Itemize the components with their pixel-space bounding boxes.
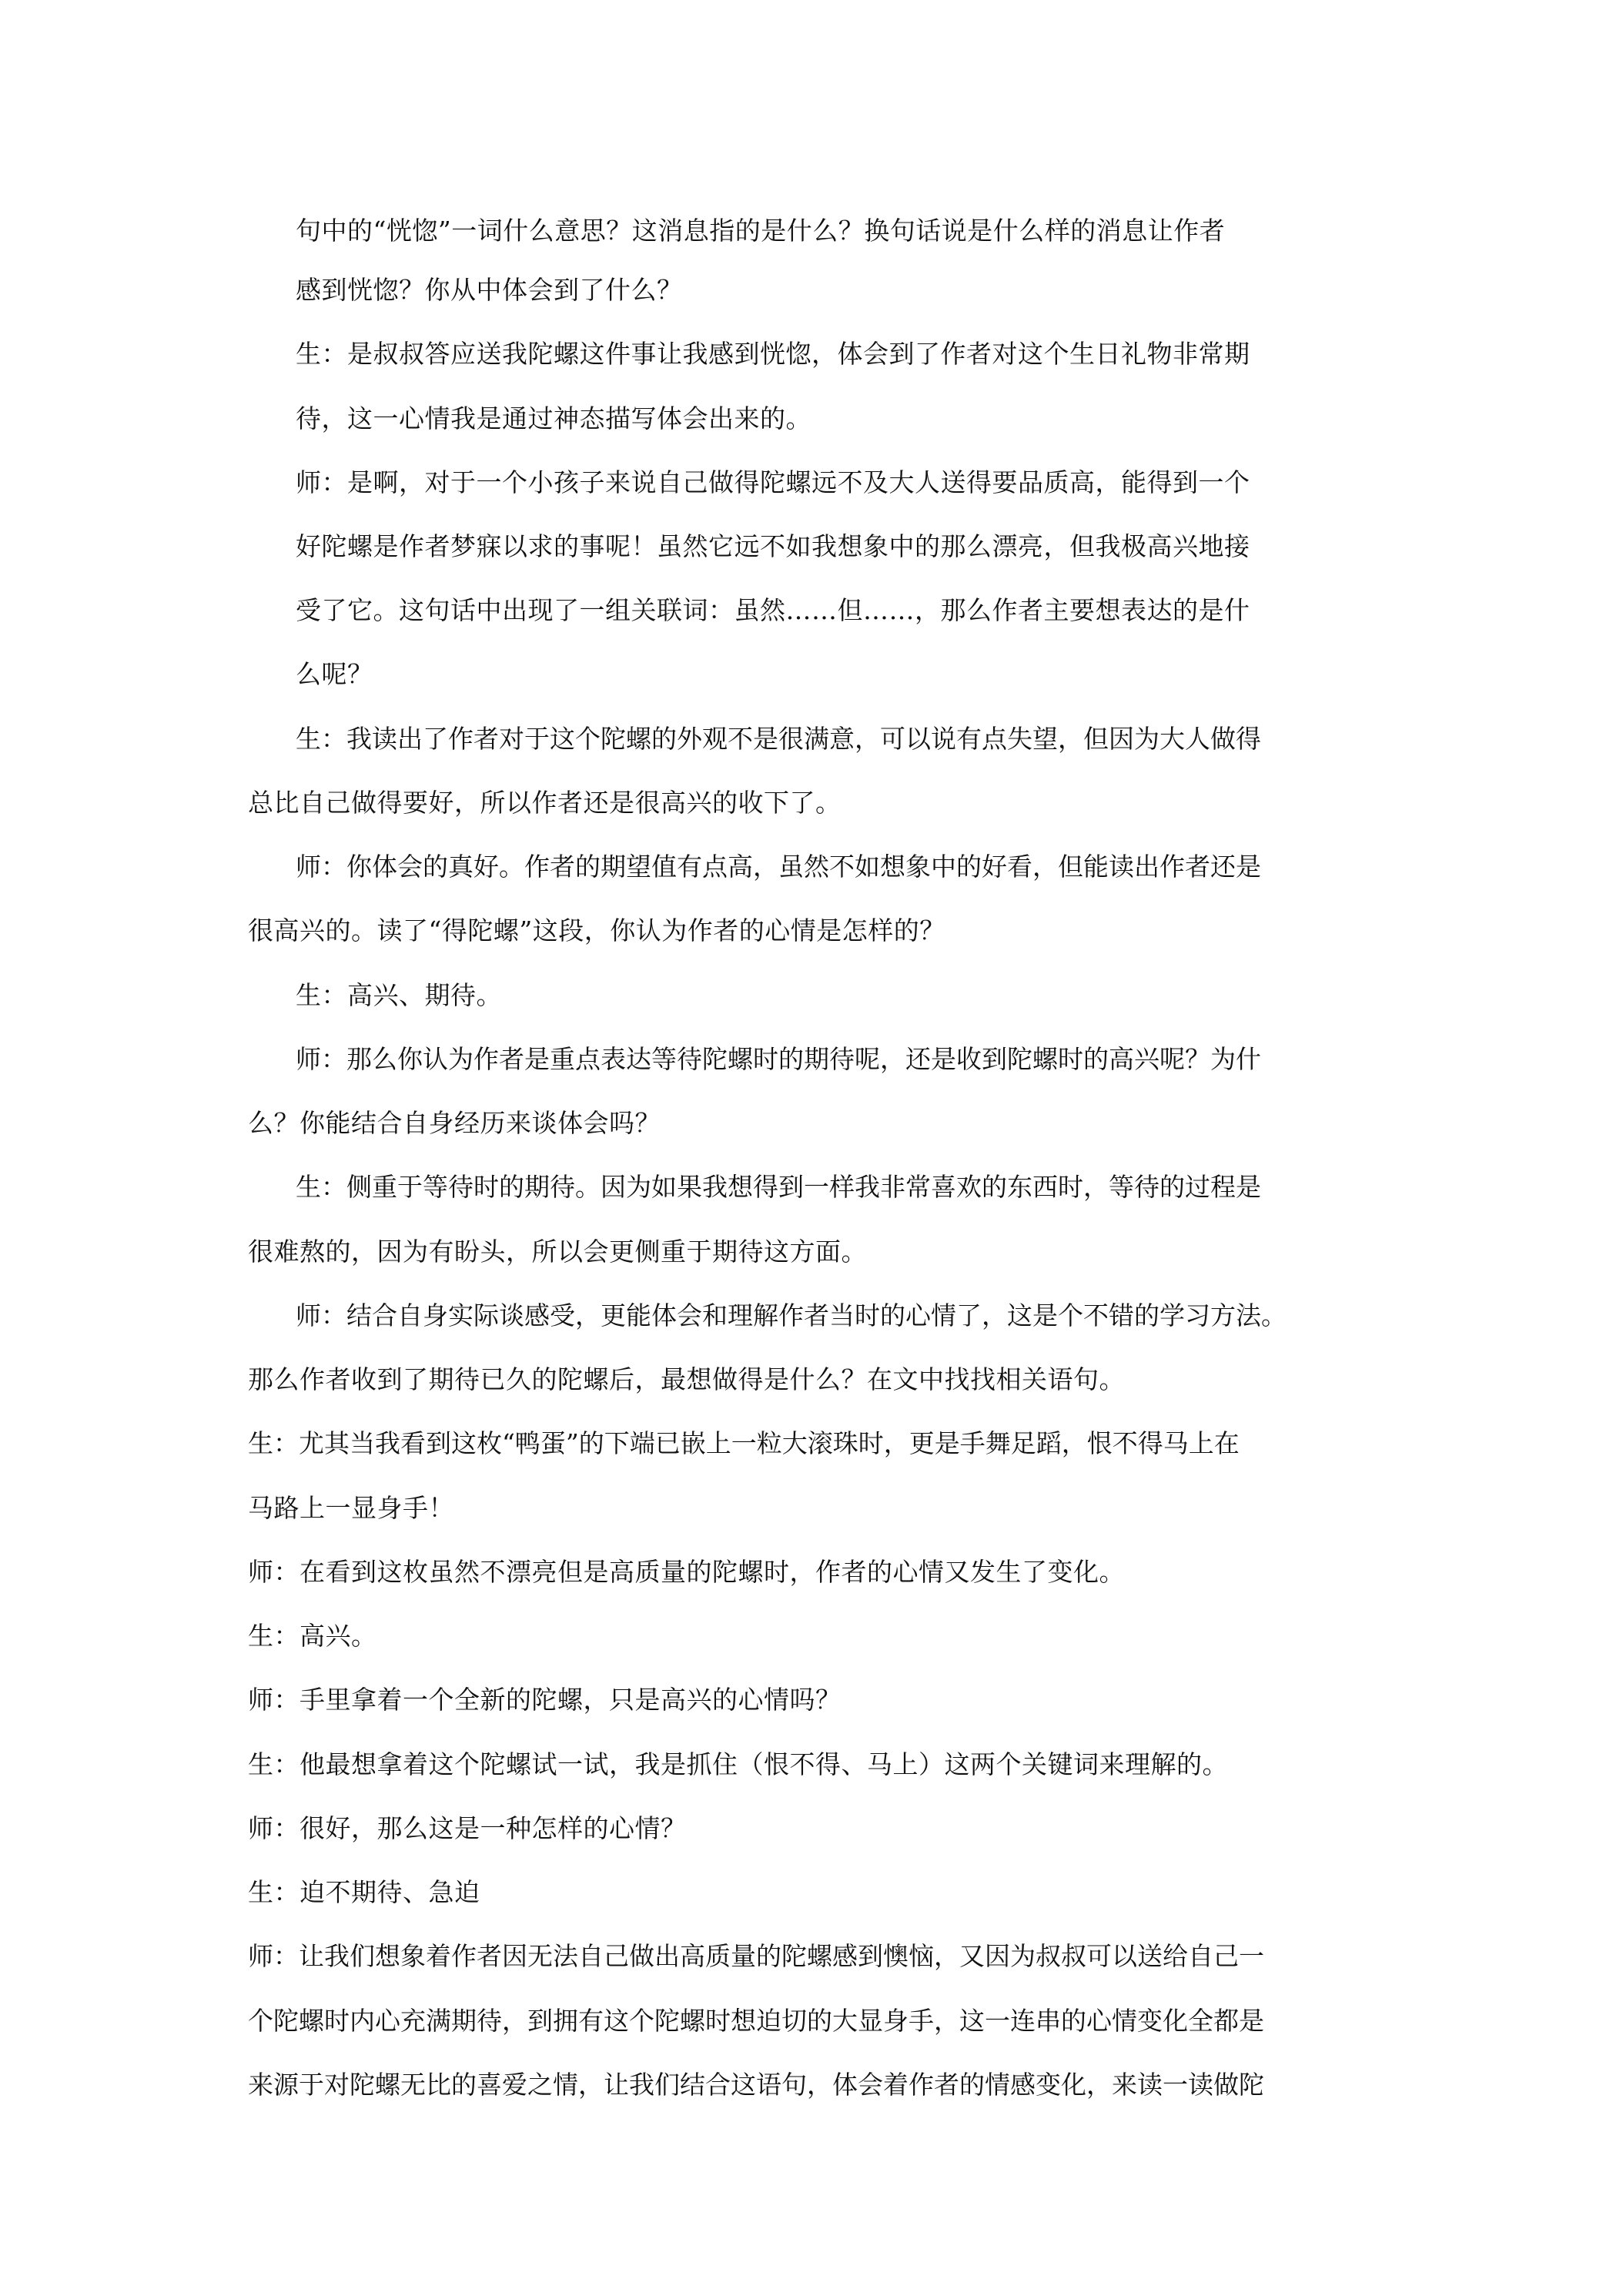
text-line: 受了它。这句话中出现了一组关联词：虽然……但……，那么作者主要想表达的是什: [296, 595, 1250, 625]
text-line: 生：他最想拿着这个陀螺试一试，我是抓住（恨不得、马上）这两个关键词来理解的。: [248, 1749, 1228, 1779]
text-line: 生：高兴。: [248, 1621, 377, 1651]
text-line: 师：很好，那么这是一种怎样的心情？: [248, 1813, 687, 1843]
text-line: 好陀螺是作者梦寐以求的事呢！虽然它远不如我想象中的那么漂亮，但我极高兴地接: [296, 531, 1250, 561]
text-line: 生：高兴、期待。: [296, 980, 502, 1010]
text-line: 么？你能结合自身经历来谈体会吗？: [248, 1108, 661, 1138]
text-line: 个陀螺时内心充满期待，到拥有这个陀螺时想迫切的大显身手，这一连串的心情变化全都是: [248, 2006, 1264, 2036]
text-line: 待，这一心情我是通过神态描写体会出来的。: [296, 403, 812, 433]
text-line: 马路上一显身手！: [248, 1493, 454, 1523]
text-line: 师：手里拿着一个全新的陀螺，只是高兴的心情吗？: [248, 1685, 842, 1715]
text-line: 师：结合自身实际谈感受，更能体会和理解作者当时的心情了，这是个不错的学习方法。: [296, 1300, 1287, 1330]
text-line: 生：是叔叔答应送我陀螺这件事让我感到恍惚，体会到了作者对这个生日礼物非常期: [296, 339, 1250, 369]
text-line: 生：尤其当我看到这枚“鸭蛋”的下端已嵌上一粒大滚珠时，更是手舞足蹈，恨不得马上在: [248, 1428, 1240, 1458]
text-line: 么呢？: [296, 659, 373, 689]
text-line: 生：迫不期待、急迫: [248, 1877, 480, 1907]
text-line: 总比自己做得要好，所以作者还是很高兴的收下了。: [248, 788, 842, 818]
text-line: 生：侧重于等待时的期待。因为如果我想得到一样我非常喜欢的东西时，等待的过程是: [296, 1172, 1261, 1202]
text-line: 来源于对陀螺无比的喜爱之情，让我们结合这语句，体会着作者的情感变化，来读一读做陀: [248, 2070, 1264, 2100]
text-line: 师：在看到这枚虽然不漂亮但是高质量的陀螺时，作者的心情又发生了变化。: [248, 1557, 1125, 1587]
text-line: 师：你体会的真好。作者的期望值有点高，虽然不如想象中的好看，但能读出作者还是: [296, 852, 1261, 882]
text-line: 感到恍惚？你从中体会到了什么？: [296, 275, 683, 305]
text-line: 生：我读出了作者对于这个陀螺的外观不是很满意，可以说有点失望，但因为大人做得: [296, 724, 1261, 754]
text-line: 句中的“恍惚”一词什么意思？这消息指的是什么？换句话说是什么样的消息让作者: [296, 216, 1226, 246]
text-line: 那么作者收到了期待已久的陀螺后，最想做得是什么？在文中找找相关语句。: [248, 1364, 1125, 1394]
text-line: 师：那么你认为作者是重点表达等待陀螺时的期待呢，还是收到陀螺时的高兴呢？为什: [296, 1044, 1261, 1074]
text-line: 师：让我们想象着作者因无法自己做出高质量的陀螺感到懊恼，又因为叔叔可以送给自己一: [248, 1941, 1264, 1971]
text-line: 很难熬的，因为有盼头，所以会更侧重于期待这方面。: [248, 1237, 867, 1267]
text-line: 师：是啊，对于一个小孩子来说自己做得陀螺远不及大人送得要品质高，能得到一个: [296, 467, 1250, 497]
text-line: 很高兴的。读了“得陀螺”这段，你认为作者的心情是怎样的？: [248, 915, 945, 946]
